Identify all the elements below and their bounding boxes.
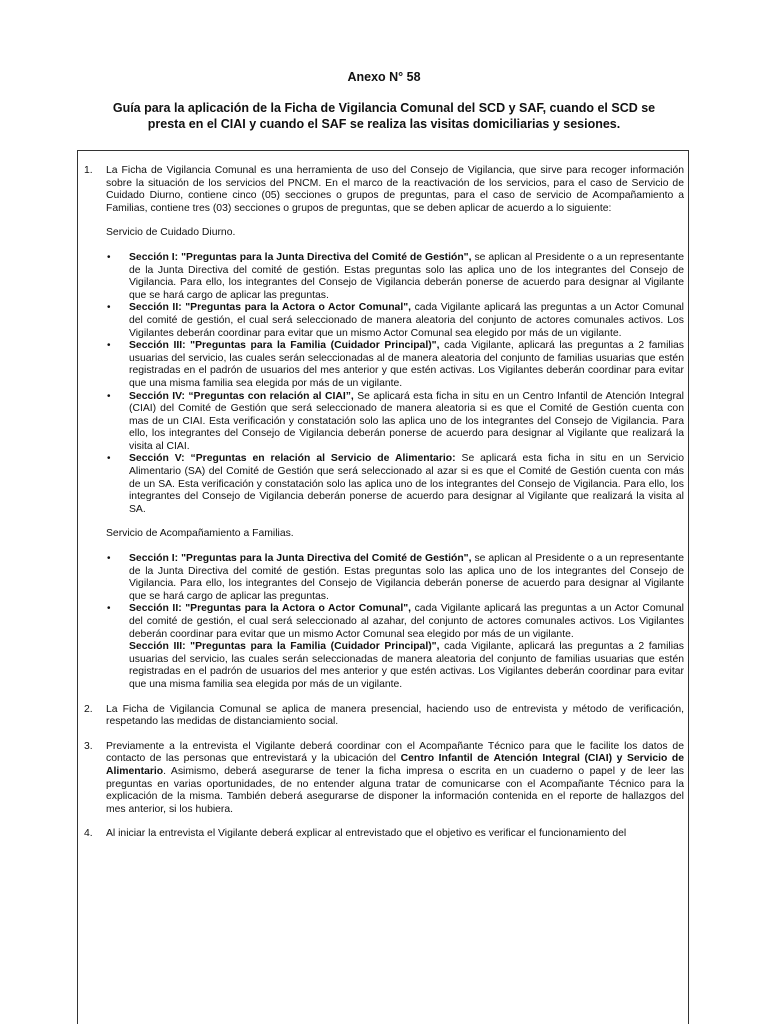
item-text-part: . Asimismo, deberá asegurarse de tener la ficha impresa o escrita en un cuaderno o papel y de leer las preguntas en varias oportunidades, de no entender alguna tratar de comunicarse con el Acompañante Técnico para la explicación de la misma. También deberá asegurarse de disponer la información contenida en el reporte de hallazgos del mes anterior, si los hubiera. (106, 765, 684, 815)
section-text: Se aplicará esta ficha in situ en un Centro Infantil de Atención Integral (CIAI) del Comité de Gestión que será seleccionado de manera aleatoria si es que el Comité de Gestión cuenta con mas de un CIAI. Esta verificación y constatación solo las aplica uno de los integrantes del Consejo de Vigilancia. Para ello, los integrantes del Consejo de Vigilancia deberán ponerse de acuerdo para designar al Vigilante que realizará la visita al CIAI. (129, 390, 684, 452)
section-text: cada Vigilante, aplicará las preguntas a 2 familias usuarias del servicio, las cuales serán seleccionadas al de manera aleatoria del conjunto de familias usuarias que estén registradas en el padrón de usuarios del mes anterior y que estén activas. Los Vigilantes deberán coordinar para evitar que una misma familia sea elegida por más de un vigilante. (129, 340, 684, 389)
item-bold-text: Centro Infantil de Atención Integral (CIAI) y Servicio de Alimentario (106, 753, 685, 777)
numbered-item-4 (84, 828, 684, 841)
saf-heading: Servicio de Acompañamiento a Familias. (106, 528, 294, 540)
item-number: 3. (84, 740, 93, 752)
item-number: 1. (84, 165, 93, 176)
scd-section-list (106, 252, 684, 516)
scd-section-2 (106, 302, 684, 340)
bullet-icon: • (107, 390, 111, 402)
saf-section-3 (106, 641, 684, 691)
bullet-icon: • (107, 340, 111, 352)
document-body (84, 165, 684, 853)
bullet-icon: • (107, 302, 111, 314)
page-title: Anexo N° 58 (347, 70, 421, 84)
item-number: 4. (84, 828, 93, 840)
saf-section-list (106, 553, 684, 692)
bullet-icon: • (107, 251, 111, 263)
bullet-icon: • (107, 553, 111, 565)
section-heading: Sección III: "Preguntas para la Familia (Cuidador Principal)", (129, 340, 440, 352)
section-heading: Sección III: "Preguntas para la Familia (Cuidador Principal)", (129, 641, 440, 653)
saf-section-1 (106, 553, 684, 603)
numbered-item-1 (84, 165, 684, 692)
item-text-part: Previamente a la entrevista el Vigilante deberá coordinar con el Acompañante Técnico para que le facilite los datos de contacto de las personas que entrevistará y la ubicación del (106, 740, 684, 765)
item-text: La Ficha de Vigilancia Comunal se aplica de manera presencial, haciendo uso de entrevista y método de verificación, respetando las medidas de distanciamiento social. (106, 703, 684, 728)
section-text: cada Vigilante aplicará las preguntas a un Actor Comunal del comité de gestión, el cual será seleccionado al azahar, del conjunto de actores comunales activos. Los Vigilantes deberán coordinar para evitar que un mismo Actor Comunal sea elegido por más de un vigilante. (129, 603, 684, 640)
section-text: cada Vigilante aplicará las preguntas a un Actor Comunal del comité de gestión, el cual será seleccionado de manera aleatoria del conjunto de actores comunales activos. Los Vigilantes deberán coordinar para evitar que un mismo Actor Comunal sea elegido por más de un vigilante. (129, 302, 684, 339)
scd-section-1 (106, 252, 684, 302)
saf-section-2 (106, 603, 684, 641)
section-heading: Sección II: "Preguntas para la Actora o Actor Comunal", (129, 302, 412, 314)
document-subtitle: Guía para la aplicación de la Ficha de Vigilancia Comunal del SCD y SAF, cuando el SCD se presta en el CIAI y cuando el SAF se realiza las visitas domiciliarias y sesiones. (112, 101, 656, 131)
section-heading: Sección I: "Preguntas para la Junta Directiva del Comité de Gestión", (129, 553, 472, 565)
section-text: se aplican al Presidente o a un representante de la Junta Directiva del comité de gestión. Estas preguntas solo las aplica uno de los integrantes del Consejo de Vigilancia. Para ello, los integrantes del Consejo de Vigilancia deberán ponerse de acuerdo para designar al Vigilante que se hará cargo de aplicar las preguntas. (129, 251, 684, 301)
section-heading: Sección I: "Preguntas para la Junta Directiva del Comité de Gestión", (129, 251, 472, 263)
numbered-item-2 (84, 704, 684, 729)
item-text (106, 741, 684, 817)
item-text: La Ficha de Vigilancia Comunal es una herramienta de uso del Consejo de Vigilancia, que sirve para recoger información sobre la situación de los servicios del PNCM. En el marco de la reactivación de los servicios, para el caso de Servicio de Cuidado Diurno, contiene cinco (05) secciones o grupos de preguntas, para el caso de servicio de Acompañamiento a Familias, contiene tres (03) secciones o grupos de preguntas, que se deben aplicar de acuerdo a lo siguiente: (106, 165, 684, 214)
item-text: Al iniciar la entrevista el Vigilante deberá explicar al entrevistado que el objetivo es verificar el funcionamiento del (106, 828, 627, 840)
scd-section-4 (106, 391, 684, 454)
section-heading: Sección IV: “Preguntas con relación al CIAI”, (129, 390, 354, 402)
scd-heading: Servicio de Cuidado Diurno. (106, 227, 236, 239)
scd-section-5 (106, 453, 684, 516)
item-number: 2. (84, 703, 93, 715)
section-text: cada Vigilante, aplicará las preguntas a 2 familias usuarias del servicio, las cuales serán seleccionadas de manera aleatoria del conjunto de familias usuarias que estén registradas en el padrón de usuarios del mes anterior y que estén activas. Los Vigilantes deberán coordinar para evitar que una misma familia sea elegida por más de un vigilante. (129, 641, 684, 690)
section-heading: Sección II: "Preguntas para la Actora o Actor Comunal", (129, 603, 412, 615)
numbered-item-3 (84, 741, 684, 817)
section-text: Se aplicará esta ficha in situ en un Servicio Alimentario (SA) del Comité de Gestión que será seleccionado al azar si es que el Comité de Gestión cuenta con más de un SA. Esta verificación y constatación solo las aplica uno de los integrantes del Consejo de Vigilancia. Para ello, los integrantes del Consejo de Vigilancia deberán ponerse de acuerdo para designar al Vigilante que realizará la visita al SA. (129, 453, 684, 515)
bullet-icon: • (107, 453, 111, 465)
content-frame (77, 150, 689, 1024)
scd-section-3 (106, 340, 684, 390)
bullet-icon: • (107, 603, 111, 615)
section-heading: Sección V: “Preguntas en relación al Servicio de Alimentario: (129, 453, 456, 465)
section-text: se aplican al Presidente o a un representante de la Junta Directiva del comité de gestión. Estas preguntas solo las aplica uno de los integrantes del Consejo de Vigilancia. Para ello, los integrantes del Consejo de Vigilancia deberán ponerse de acuerdo para designar al Vigilante que se hará cargo de aplicar las preguntas. (129, 553, 684, 602)
